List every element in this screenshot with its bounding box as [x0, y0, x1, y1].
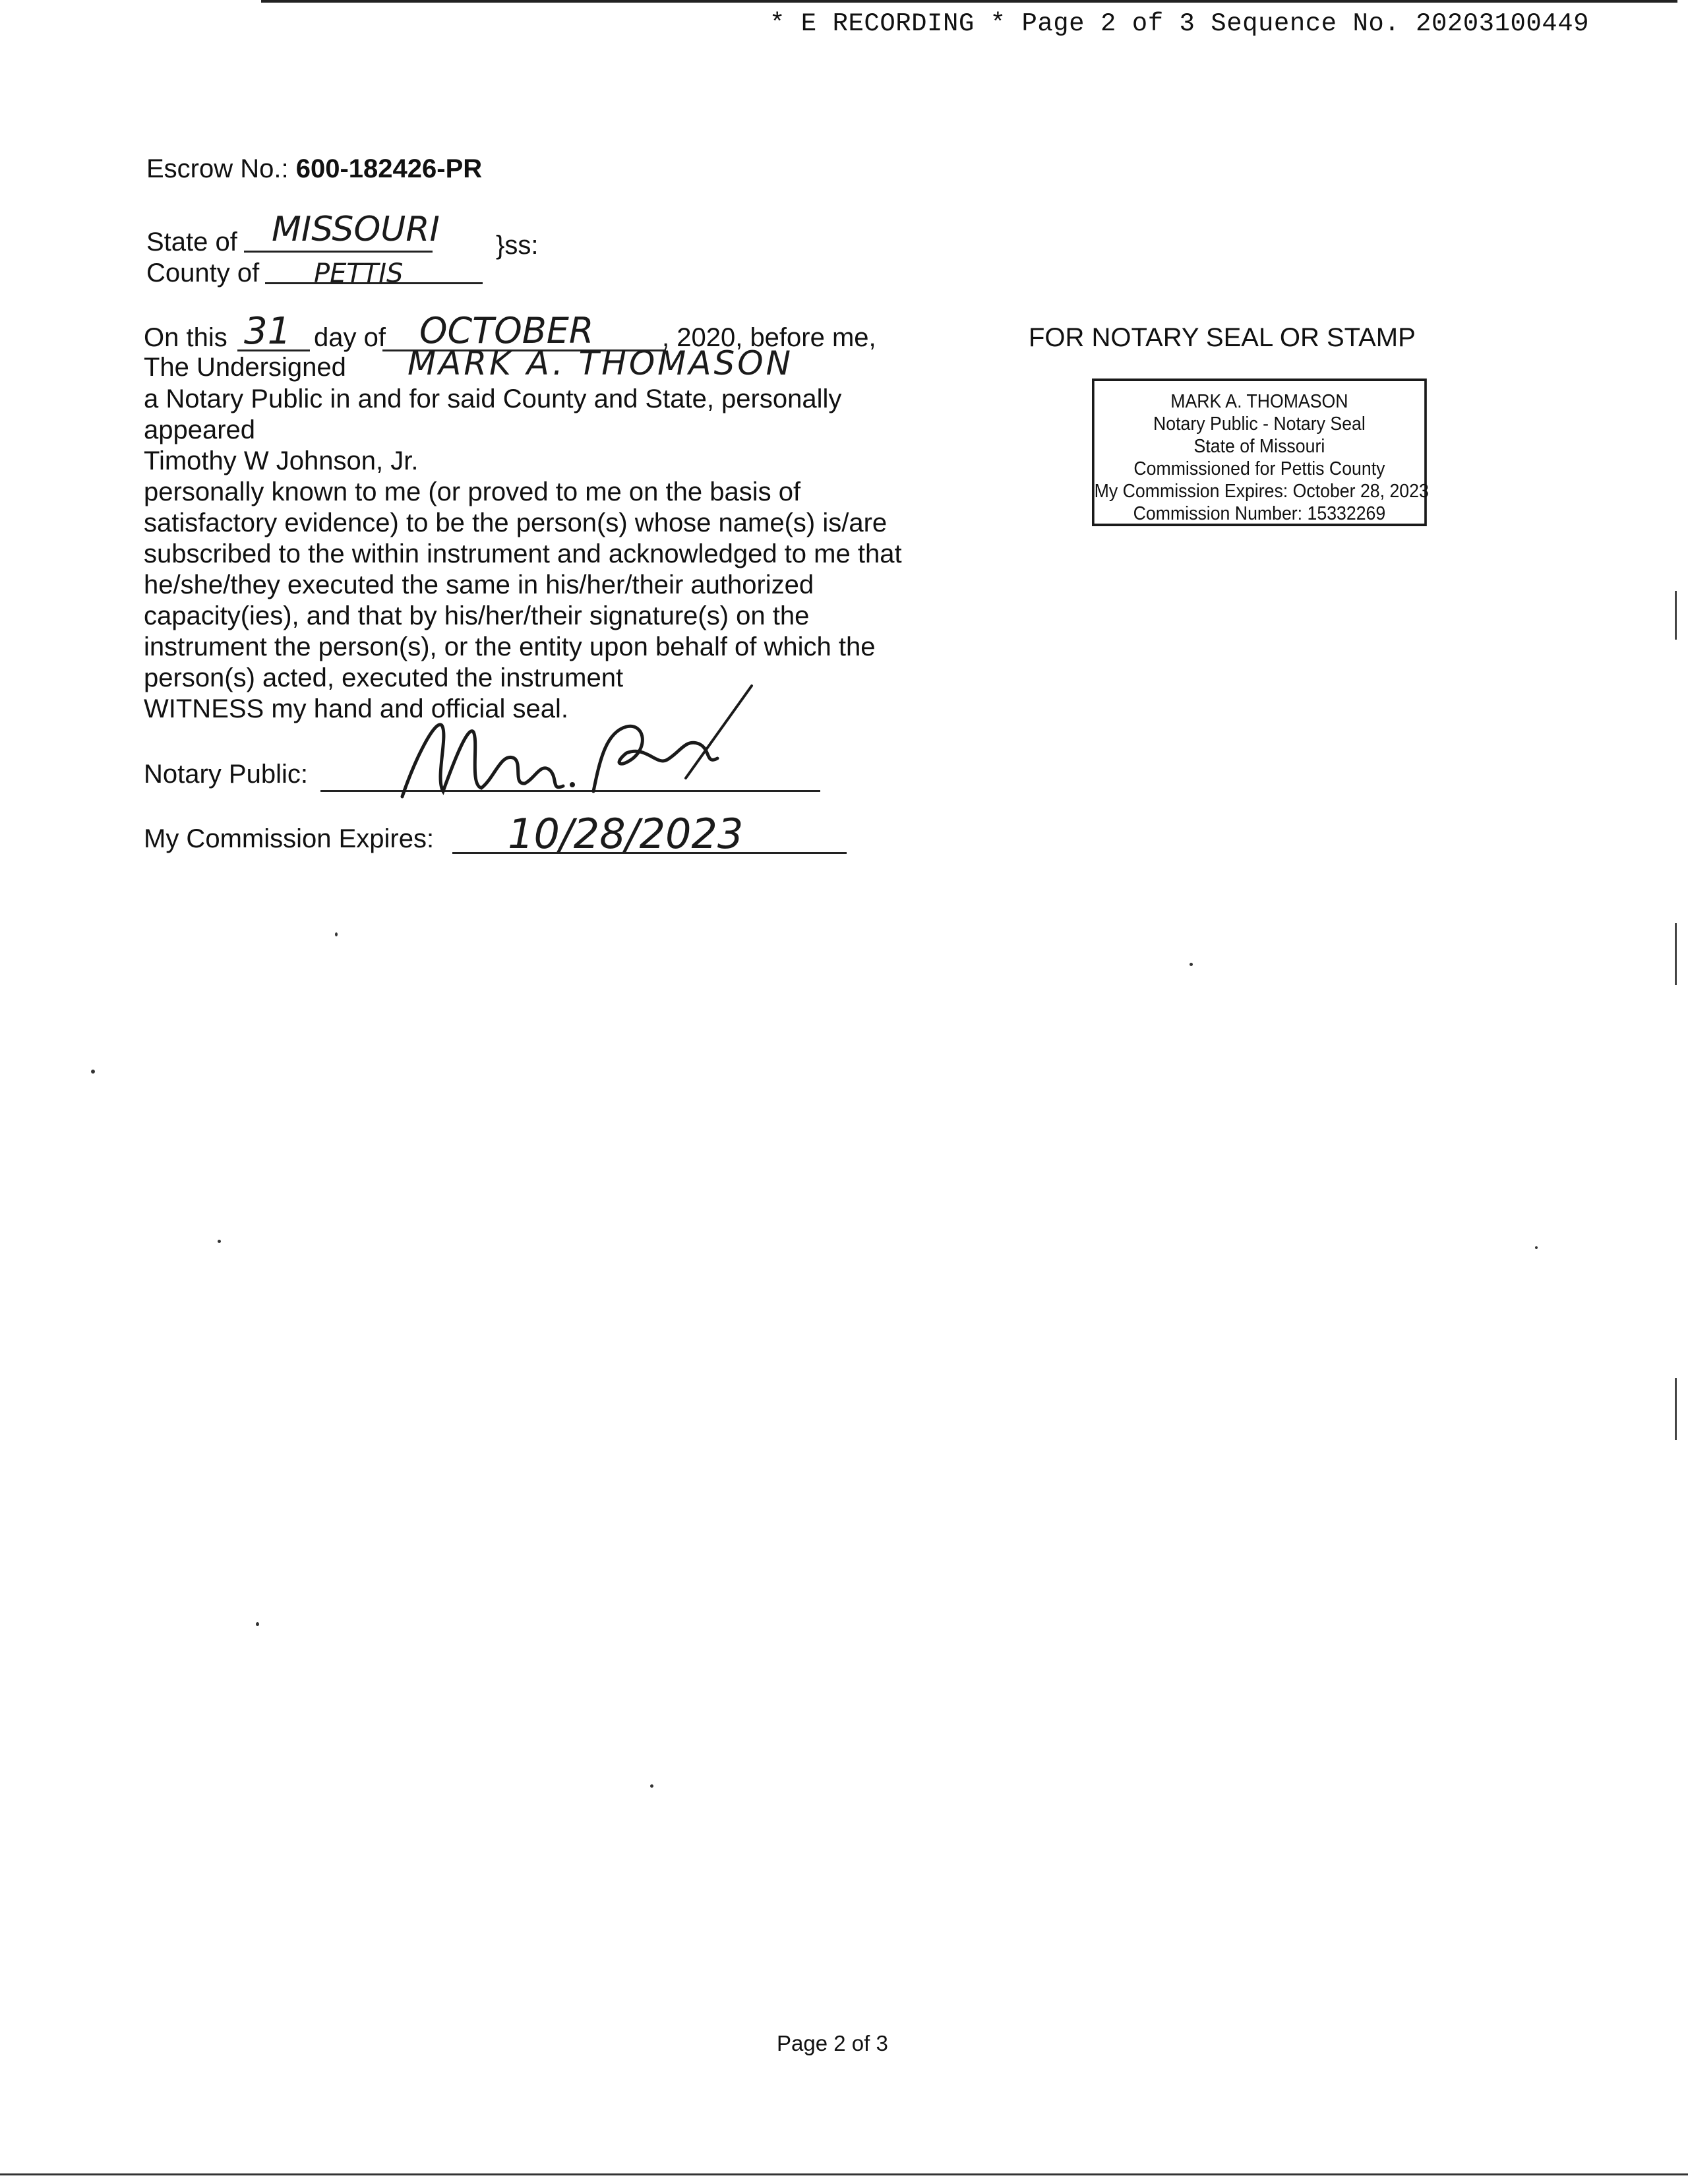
undersigned-label: The Undersigned — [144, 353, 346, 382]
notary-public-label: Notary Public: — [144, 760, 308, 789]
ack-line: appeared — [144, 415, 256, 444]
scan-speck — [1190, 963, 1193, 966]
stamp-line: State of Missouri — [1193, 436, 1325, 457]
ack-line: capacity(ies), and that by his/her/their signature(s) on the — [144, 601, 810, 630]
escrow-number: 600-182426-PR — [295, 154, 483, 183]
stamp-line: Commission Number: 15332269 — [1133, 503, 1386, 524]
scan-edge-mark — [1675, 1378, 1677, 1440]
page-number-footer: Page 2 of 3 — [777, 2031, 888, 2055]
stamp-line: Notary Public - Notary Seal — [1153, 413, 1366, 435]
state-blank — [244, 251, 433, 253]
notary-name-handwritten: MARK A. THOMASON — [407, 344, 794, 382]
county-label: County of — [146, 258, 260, 288]
scan-speck — [256, 1622, 259, 1626]
ack-line: instrument the person(s), or the entity upon behalf of which the — [144, 632, 876, 661]
scan-speck — [1535, 1246, 1538, 1249]
ss-marker: }ss: — [496, 231, 539, 260]
commission-expires-handwritten: 10/28/2023 — [508, 810, 744, 858]
state-label: State of — [146, 228, 237, 257]
on-this-label: On this — [144, 323, 227, 352]
day-value-handwritten: 31 — [244, 310, 291, 353]
acknowledgment-paragraph — [144, 384, 902, 725]
county-value-handwritten: PETTIS — [314, 258, 404, 289]
scan-edge-mark — [1675, 923, 1677, 985]
ack-line: Timothy W Johnson, Jr. — [144, 446, 419, 475]
escrow-line — [146, 153, 482, 185]
recording-header: * E RECORDING * Page 2 of 3 Sequence No. 20203100449 — [769, 9, 1589, 38]
escrow-label: Escrow No.: — [146, 154, 289, 183]
notary-signature-drawing — [396, 679, 765, 804]
ack-line: subscribed to the within instrument and acknowledged to me that — [144, 539, 902, 568]
bottom-border-line — [0, 2173, 1688, 2175]
state-value-handwritten: MISSOURI — [272, 210, 440, 249]
ack-line: person(s) acted, executed the instrument — [144, 663, 624, 692]
day-of-label: day of — [314, 323, 386, 352]
scan-speck — [91, 1070, 95, 1074]
seal-heading: FOR NOTARY SEAL OR STAMP — [1029, 323, 1416, 352]
ack-line: WITNESS my hand and official seal. — [144, 694, 568, 723]
scan-speck — [335, 932, 338, 936]
ack-line: satisfactory evidence) to be the person(s) whose name(s) is/are — [144, 508, 888, 537]
ack-line: personally known to me (or proved to me on the basis of — [144, 477, 801, 506]
stamp-line: MARK A. THOMASON — [1170, 391, 1348, 412]
scan-speck — [650, 1784, 653, 1788]
top-border-line — [261, 0, 1677, 3]
ack-line: a Notary Public in and for said County and State, personally — [144, 384, 842, 413]
notary-stamp — [1092, 379, 1427, 526]
stamp-line: Commissioned for Pettis County — [1133, 458, 1385, 479]
scan-edge-mark — [1675, 591, 1677, 640]
ack-line: he/she/they executed the same in his/her/their authorized — [144, 570, 814, 599]
year-before-me: , 2020, before me, — [662, 323, 876, 352]
stamp-line: My Commission Expires: October 28, 2023 — [1094, 481, 1429, 502]
month-value-handwritten: OCTOBER — [419, 310, 594, 351]
scan-speck — [218, 1240, 221, 1243]
commission-expires-label: My Commission Expires: — [144, 824, 435, 853]
